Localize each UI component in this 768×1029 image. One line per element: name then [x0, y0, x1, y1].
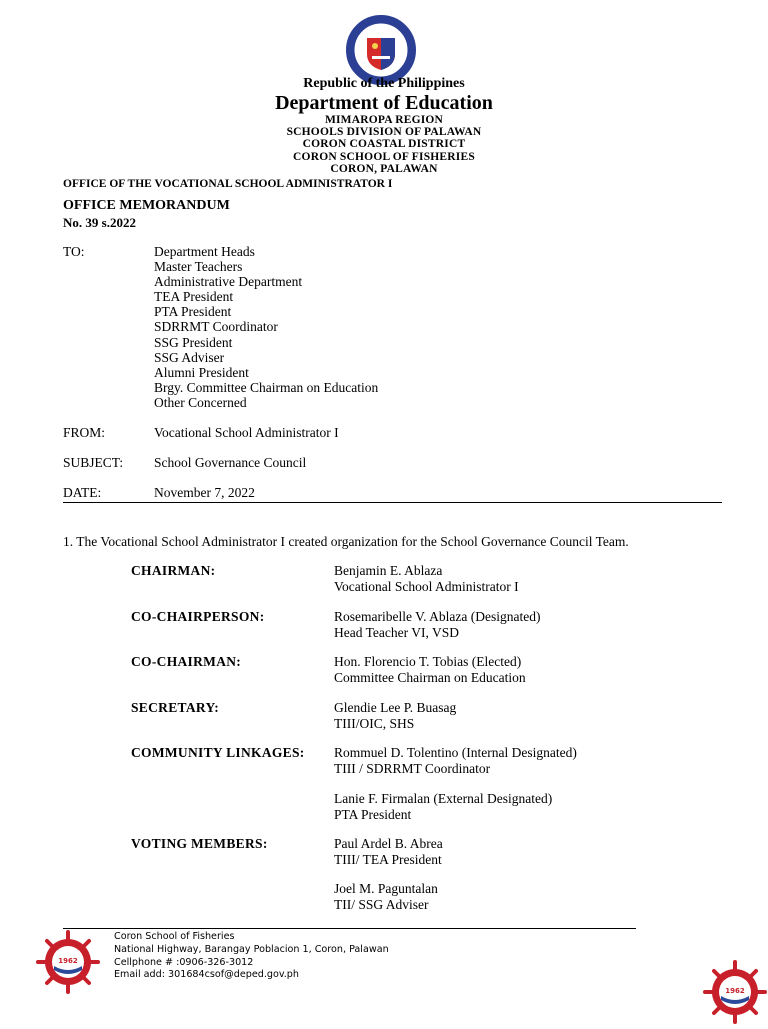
footer-school-name: Coron School of Fisheries	[114, 931, 235, 942]
member-name: Joel M. Paguntalan	[334, 881, 438, 896]
to-recipient: SDRRMT Coordinator	[154, 319, 278, 335]
footer-contact	[114, 931, 389, 982]
to-recipient: SSG President	[154, 334, 233, 350]
footer-address: National Highway, Barangay Poblacion 1, Coron, Palawan	[114, 943, 389, 955]
member-position: TIII / SDRRMT Coordinator	[334, 760, 491, 776]
member-position: Vocational School Administrator I	[334, 578, 519, 594]
member-name: Glendie Lee P. Buasag	[334, 700, 457, 715]
memo-number: No. 39 s.2022	[63, 215, 136, 230]
member-name: Rosemaribelle V. Ablaza (Designated)	[334, 609, 541, 624]
member-name: Rommuel D. Tolentino (Internal Designated)	[334, 745, 577, 760]
header-divider	[63, 502, 722, 503]
header-republic: Republic of the Philippines	[303, 76, 465, 91]
to-recipient: Other Concerned	[154, 394, 247, 410]
member-position: TIII/OIC, SHS	[334, 715, 415, 731]
member-entry	[334, 836, 443, 867]
member-entry	[334, 563, 519, 594]
footer-email: Email add: 301684csof@deped.gov.ph	[114, 969, 299, 981]
member-entry	[334, 791, 552, 822]
member-entry	[334, 654, 526, 685]
subject-value: School Governance Council	[154, 455, 307, 470]
header-school: CORON SCHOOL OF FISHERIES	[293, 151, 475, 163]
member-name: Lanie F. Firmalan (External Designated)	[334, 791, 553, 806]
member-entry	[334, 881, 438, 912]
footer-divider	[63, 928, 636, 929]
header-district: CORON COASTAL DISTRICT	[302, 138, 466, 150]
to-recipient: PTA President	[154, 304, 232, 320]
to-recipient: Administrative Department	[154, 274, 303, 290]
header-division: SCHOOLS DIVISION OF PALAWAN	[286, 126, 482, 138]
header-location: CORON, PALAWAN	[330, 163, 438, 175]
member-position: PTA President	[334, 806, 412, 822]
role-secretary: SECRETARY:	[131, 700, 220, 715]
member-position: Committee Chairman on Education	[334, 669, 526, 685]
logo-year: 1962	[58, 957, 78, 965]
to-recipient-list	[154, 244, 378, 410]
member-position: Head Teacher VI, VSD	[334, 624, 460, 640]
role-voting-members: VOTING MEMBERS:	[131, 836, 268, 851]
memo-title: OFFICE MEMORANDUM	[63, 198, 230, 213]
member-entry	[334, 745, 577, 776]
from-label: FROM:	[63, 425, 106, 440]
to-recipient: Alumni President	[154, 364, 249, 380]
role-chairman: CHAIRMAN:	[131, 563, 216, 578]
to-recipient: Department Heads	[154, 244, 255, 259]
logo-year: 1962	[725, 987, 745, 995]
date-value: November 7, 2022	[154, 485, 255, 500]
from-value: Vocational School Administrator I	[154, 425, 339, 440]
member-name: Paul Ardel B. Abrea	[334, 836, 443, 851]
to-recipient: SSG Adviser	[154, 349, 225, 365]
subject-label: SUBJECT:	[63, 455, 124, 470]
header-region: MIMAROPA REGION	[324, 114, 444, 126]
member-position: TII/ SSG Adviser	[334, 896, 429, 912]
member-entry	[334, 609, 540, 640]
member-entry	[334, 700, 456, 731]
office-title: OFFICE OF THE VOCATIONAL SCHOOL ADMINISTRATOR I	[63, 178, 393, 190]
member-position: TIII/ TEA President	[334, 851, 442, 867]
school-logo-left	[36, 930, 100, 994]
to-recipient: Brgy. Committee Chairman on Education	[154, 379, 379, 395]
school-logo-right	[703, 960, 767, 1024]
paragraph-1: 1. The Vocational School Administrator I created organization for the School Governance Council Team.	[63, 534, 629, 549]
to-recipient: TEA President	[154, 289, 234, 305]
to-recipient: Master Teachers	[154, 259, 243, 275]
role-co-chairperson: CO-CHAIRPERSON:	[131, 609, 265, 624]
role-co-chairman: CO-CHAIRMAN:	[131, 654, 242, 669]
to-label: TO:	[63, 244, 85, 259]
member-name: Benjamin E. Ablaza	[334, 563, 443, 578]
role-community-linkages: COMMUNITY LINKAGES:	[131, 745, 305, 760]
footer-cellphone: Cellphone # :0906-326-3012	[114, 956, 254, 968]
date-label: DATE:	[63, 485, 102, 500]
member-name: Hon. Florencio T. Tobias (Elected)	[334, 654, 522, 669]
header-department: Department of Education	[275, 92, 493, 114]
